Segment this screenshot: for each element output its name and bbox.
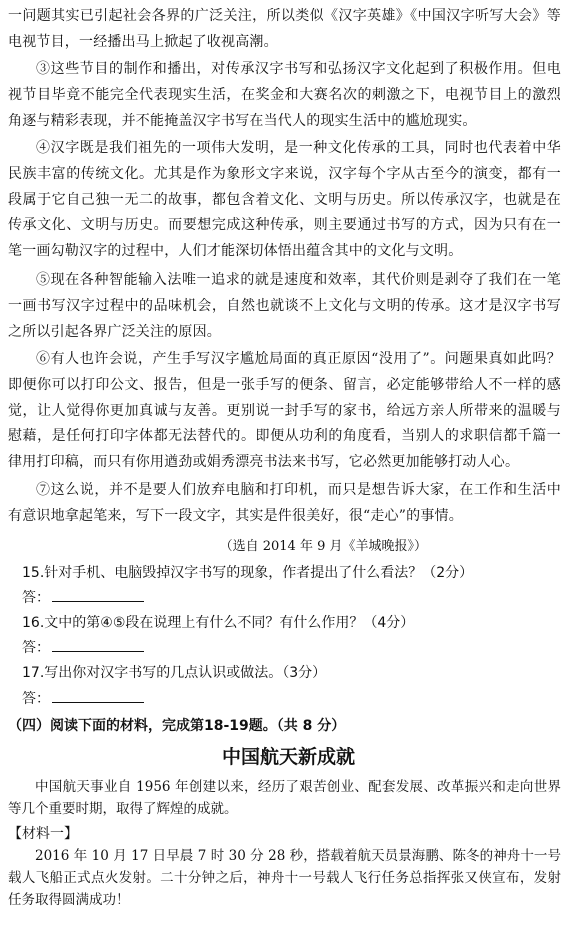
answer-15[interactable] bbox=[22, 587, 144, 607]
answer-blank[interactable] bbox=[52, 688, 144, 703]
material-label: 【材料一】 bbox=[8, 826, 78, 842]
paragraph-6: ⑥有人也许会说，产生手写汉字尴尬局面的真正原因“没用了”。问题果真如此吗？即便你可以打印公文、报告，但是一张手写的便条、留言，必定能够带给人不一样的感觉，让人觉得你更加真诚与友善。更别说一封手写的家书，给远方亲人所带来的温暖与慰藉，是任何打印字体都无法替代的。即便从功利的角度看，当别人的求职信都千篇一律用打印稿，而只有你用遒劲或娟秀漂亮书法来书写，它必然更加能够打动人心。 bbox=[8, 351, 561, 471]
answer-17[interactable] bbox=[22, 688, 144, 708]
article-intro: 中国航天事业自 1956 年创建以来，经历了艰苦创业、配套发展、改革振兴和走向世界等几个重要时期，取得了辉煌的成就。 bbox=[8, 779, 561, 817]
paragraph-4: ④汉字既是我们祖先的一项伟大发明，是一种文化传承的工具，同时也代表着中华民族丰富的传统文化。尤其是作为象形文字来说，汉字每个字从古至今的演变，都有一段属于它自己独一无二的故事，都包含着文化、文明与历史。所以传承汉字，也就是在传承文化、文明与历史。而要想完成这种传承，则主要通过书写的方式，因为只有在一笔一画勾勒汉字的过程中，人们才能深切体悟出蕴含其中的文化与文明。 bbox=[8, 140, 561, 260]
paragraph-7: ⑦这么说，并不是要人们放弃电脑和打印机，而只是想告诉大家，在工作和生活中有意识地拿起笔来，写下一段文字，其实是件很美好，很“走心”的事情。 bbox=[8, 482, 561, 524]
source-citation: （选自 2014 年 9 月《羊城晚报》） bbox=[219, 539, 427, 554]
answer-blank[interactable] bbox=[52, 637, 144, 652]
paragraph-5: ⑤现在各种智能输入法唯一追求的就是速度和效率，其代价则是剥夺了我们在一笔一画书写汉字过程中的品味机会，自然也就谈不上文化与文明的传承。这才是汉字书写之所以引起各界广泛关注的原因。 bbox=[8, 272, 561, 340]
question-17: 17.写出你对汉字书写的几点认识或做法。（3分） bbox=[22, 665, 327, 681]
paragraph-continued: 一问题其实已引起社会各界的广泛关注，所以类似《汉字英雄》《中国汉字听写大会》等电视节目，一经播出马上掀起了收视高潮。 bbox=[8, 8, 561, 50]
article-title: 中国航天新成就 bbox=[221, 746, 355, 768]
answer-blank[interactable] bbox=[52, 587, 144, 602]
material-one-text: 2016 年 10 月 17 日早晨 7 时 30 分 28 秒，搭载着航天员景海鹏、陈冬的神舟十一号载人飞船正式点火发射。二十分钟之后，神舟十一号载人飞行任务总指挥张又侠宣布，发射任务取得圆满成功！ bbox=[8, 848, 561, 908]
answer-16[interactable] bbox=[22, 637, 144, 657]
question-15: 15.针对手机、电脑毁掉汉字书写的现象，作者提出了什么看法？（2分） bbox=[22, 565, 474, 581]
answer-label: 答： bbox=[22, 640, 50, 656]
question-16: 16.文中的第④⑤段在说理上有什么不同？有什么作用？（4分） bbox=[22, 615, 415, 631]
paragraph-3: ③这些节目的制作和播出，对传承汉字书写和弘扬汉字文化起到了积极作用。但电视节目毕竟不能完全代表现实生活，在奖金和大赛名次的刺激之下，电视节目上的激烈角逐与精彩表现，并不能掩盖汉字书写在当代人的现实生活中的尴尬现实。 bbox=[8, 61, 561, 129]
answer-label: 答： bbox=[22, 590, 50, 606]
section-heading: （四）阅读下面的材料，完成第18-19题。（共 8 分） bbox=[8, 718, 346, 734]
answer-label: 答： bbox=[22, 691, 50, 707]
